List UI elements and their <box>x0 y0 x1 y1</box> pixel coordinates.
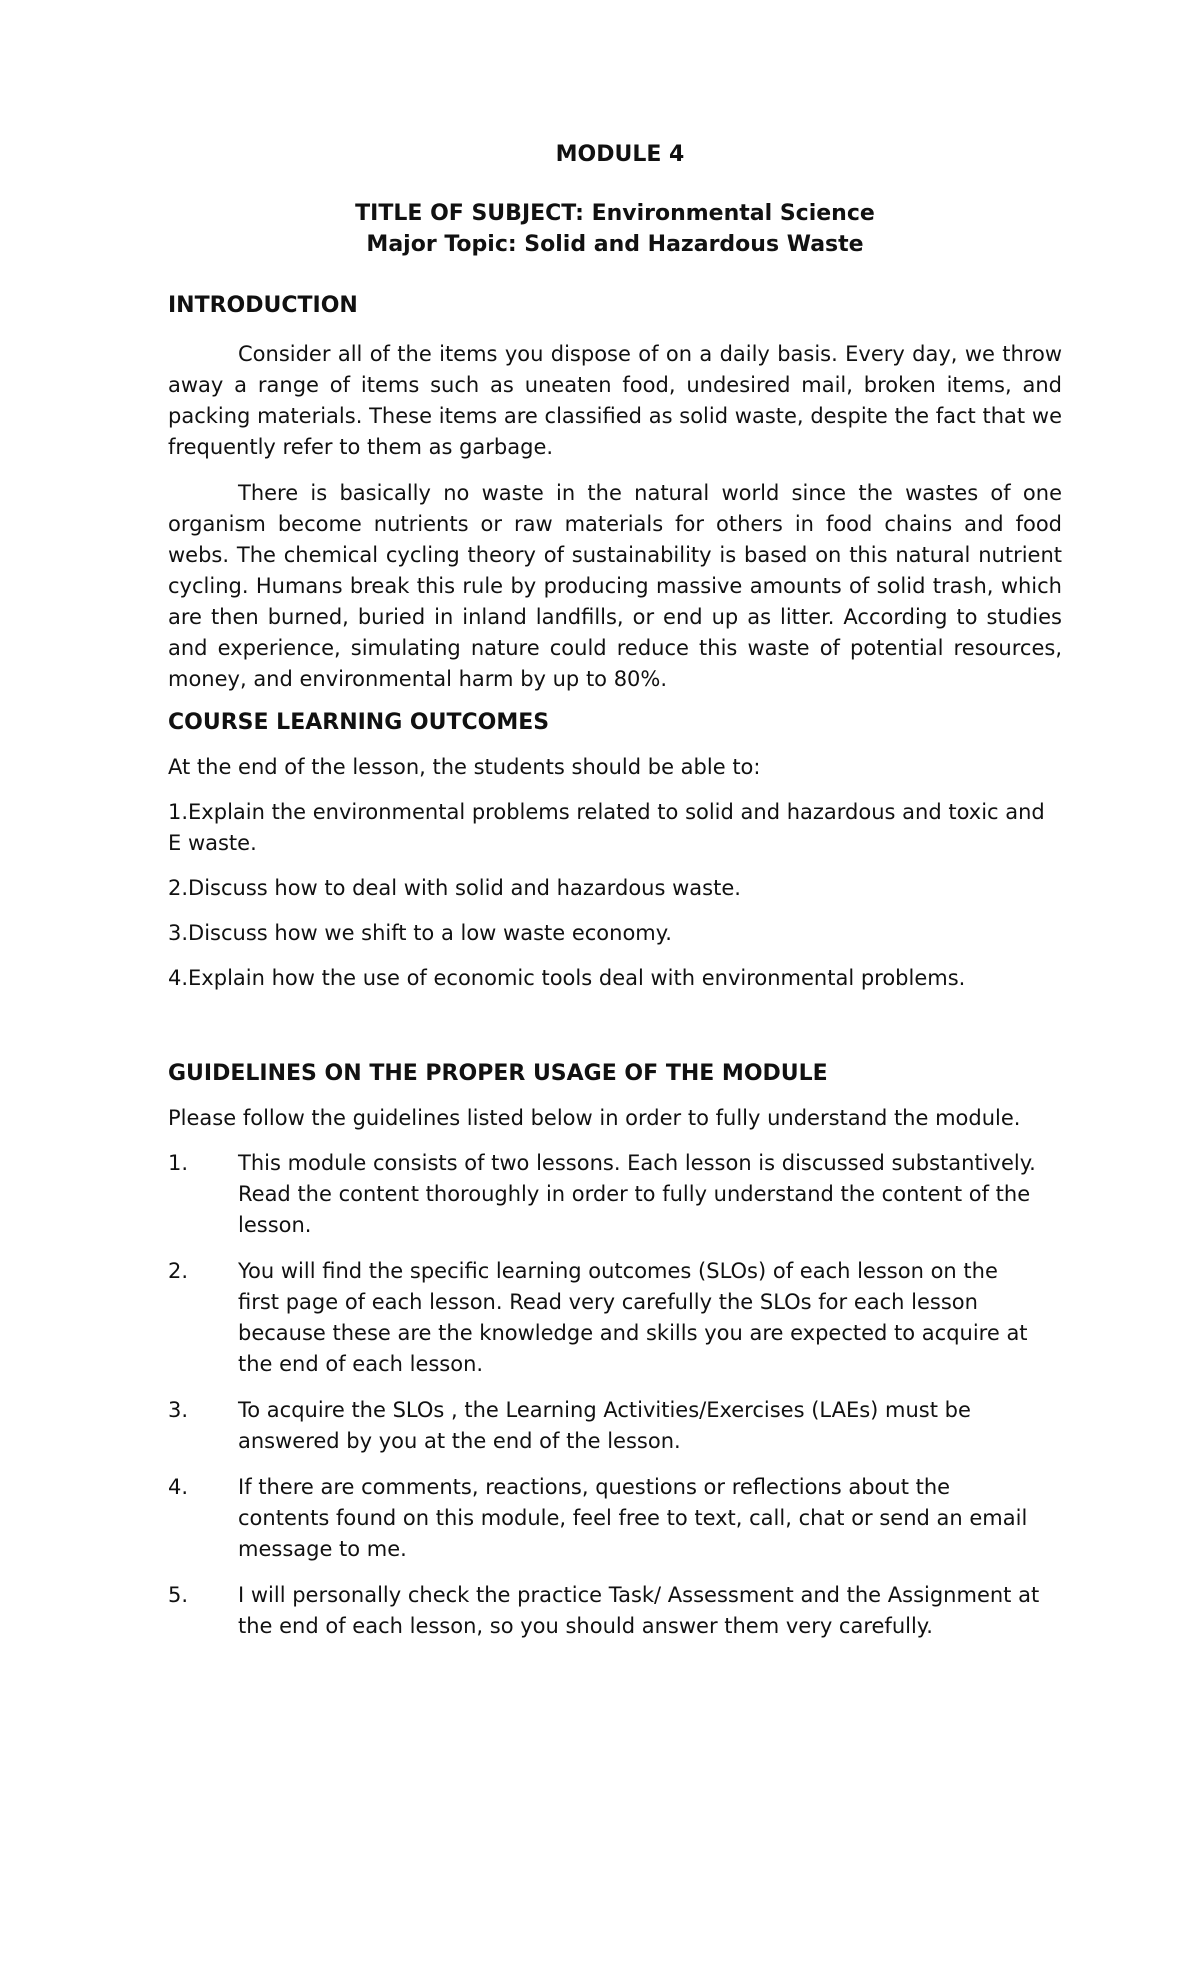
guideline-text: I will personally check the practice Task/ Assessment and the Assignment at the end of each lesson, so you should answer them very carefully. <box>238 1583 1040 1638</box>
guideline-item <box>168 1256 1062 1380</box>
guideline-number: 4. <box>168 1475 189 1499</box>
learning-outcome-item: 1.Explain the environmental problems related to solid and hazardous and toxic and E waste. <box>168 800 1045 855</box>
introduction-heading: INTRODUCTION <box>168 293 358 318</box>
guideline-item <box>168 1148 1062 1241</box>
subject-title: TITLE OF SUBJECT: Environmental Science <box>355 201 875 226</box>
guideline-number: 5. <box>168 1583 189 1607</box>
guidelines-list <box>168 1148 1062 1642</box>
guideline-item <box>168 1472 1062 1565</box>
guidelines-heading: GUIDELINES ON THE PROPER USAGE OF THE MODULE <box>168 1061 828 1086</box>
learning-outcomes-lead: At the end of the lesson, the students should be able to: <box>168 755 761 779</box>
guideline-number: 3. <box>168 1398 189 1422</box>
learning-outcome-item: 3.Discuss how we shift to a low waste economy. <box>168 921 672 945</box>
guideline-text: This module consists of two lessons. Each lesson is discussed substantively. Read the content thoroughly in order to fully understand the content of the lesson. <box>238 1151 1036 1237</box>
module-title: MODULE 4 <box>555 142 685 167</box>
introduction-paragraph: There is basically no waste in the natural world since the wastes of one organism become nutrients or raw materials for others in food chains and food webs. The chemical cycling theory of sustainability is based on this natural nutrient cycling. Humans break this rule by producing massive amounts of solid trash, which are then burned, buried in inland landfills, or end up as litter. According to studies and experience, simulating nature could reduce this waste of potential resources, money, and environmental harm by up to 80%. <box>168 481 1062 691</box>
introduction-paragraph: Consider all of the items you dispose of on a daily basis. Every day, we throw away a range of items such as uneaten food, undesired mail, broken items, and packing materials. These items are classified as solid waste, despite the fact that we frequently refer to them as garbage. <box>168 342 1062 459</box>
guideline-number: 2. <box>168 1259 189 1283</box>
learning-outcomes-heading: COURSE LEARNING OUTCOMES <box>168 710 550 735</box>
guideline-text: You will find the specific learning outcomes (SLOs) of each lesson on the first page of each lesson. Read very carefully the SLOs for each lesson because these are the knowledge and skills you are expected to acquire at the end of each lesson. <box>238 1259 1028 1376</box>
subject-block <box>168 198 1062 260</box>
guideline-item <box>168 1395 1062 1457</box>
major-topic: Major Topic: Solid and Hazardous Waste <box>366 232 864 257</box>
learning-outcome-item: 4.Explain how the use of economic tools deal with environmental problems. <box>168 966 966 990</box>
guideline-item <box>168 1580 1062 1642</box>
guidelines-lead: Please follow the guidelines listed below in order to fully understand the module. <box>168 1106 1021 1130</box>
guideline-text: If there are comments, reactions, questions or reflections about the contents found on this module, feel free to text, call, chat or send an email message to me. <box>238 1475 1028 1561</box>
learning-outcome-item: 2.Discuss how to deal with solid and hazardous waste. <box>168 876 741 900</box>
guideline-text: To acquire the SLOs , the Learning Activities/Exercises (LAEs) must be answered by you at the end of the lesson. <box>238 1398 971 1453</box>
guideline-number: 1. <box>168 1151 189 1175</box>
